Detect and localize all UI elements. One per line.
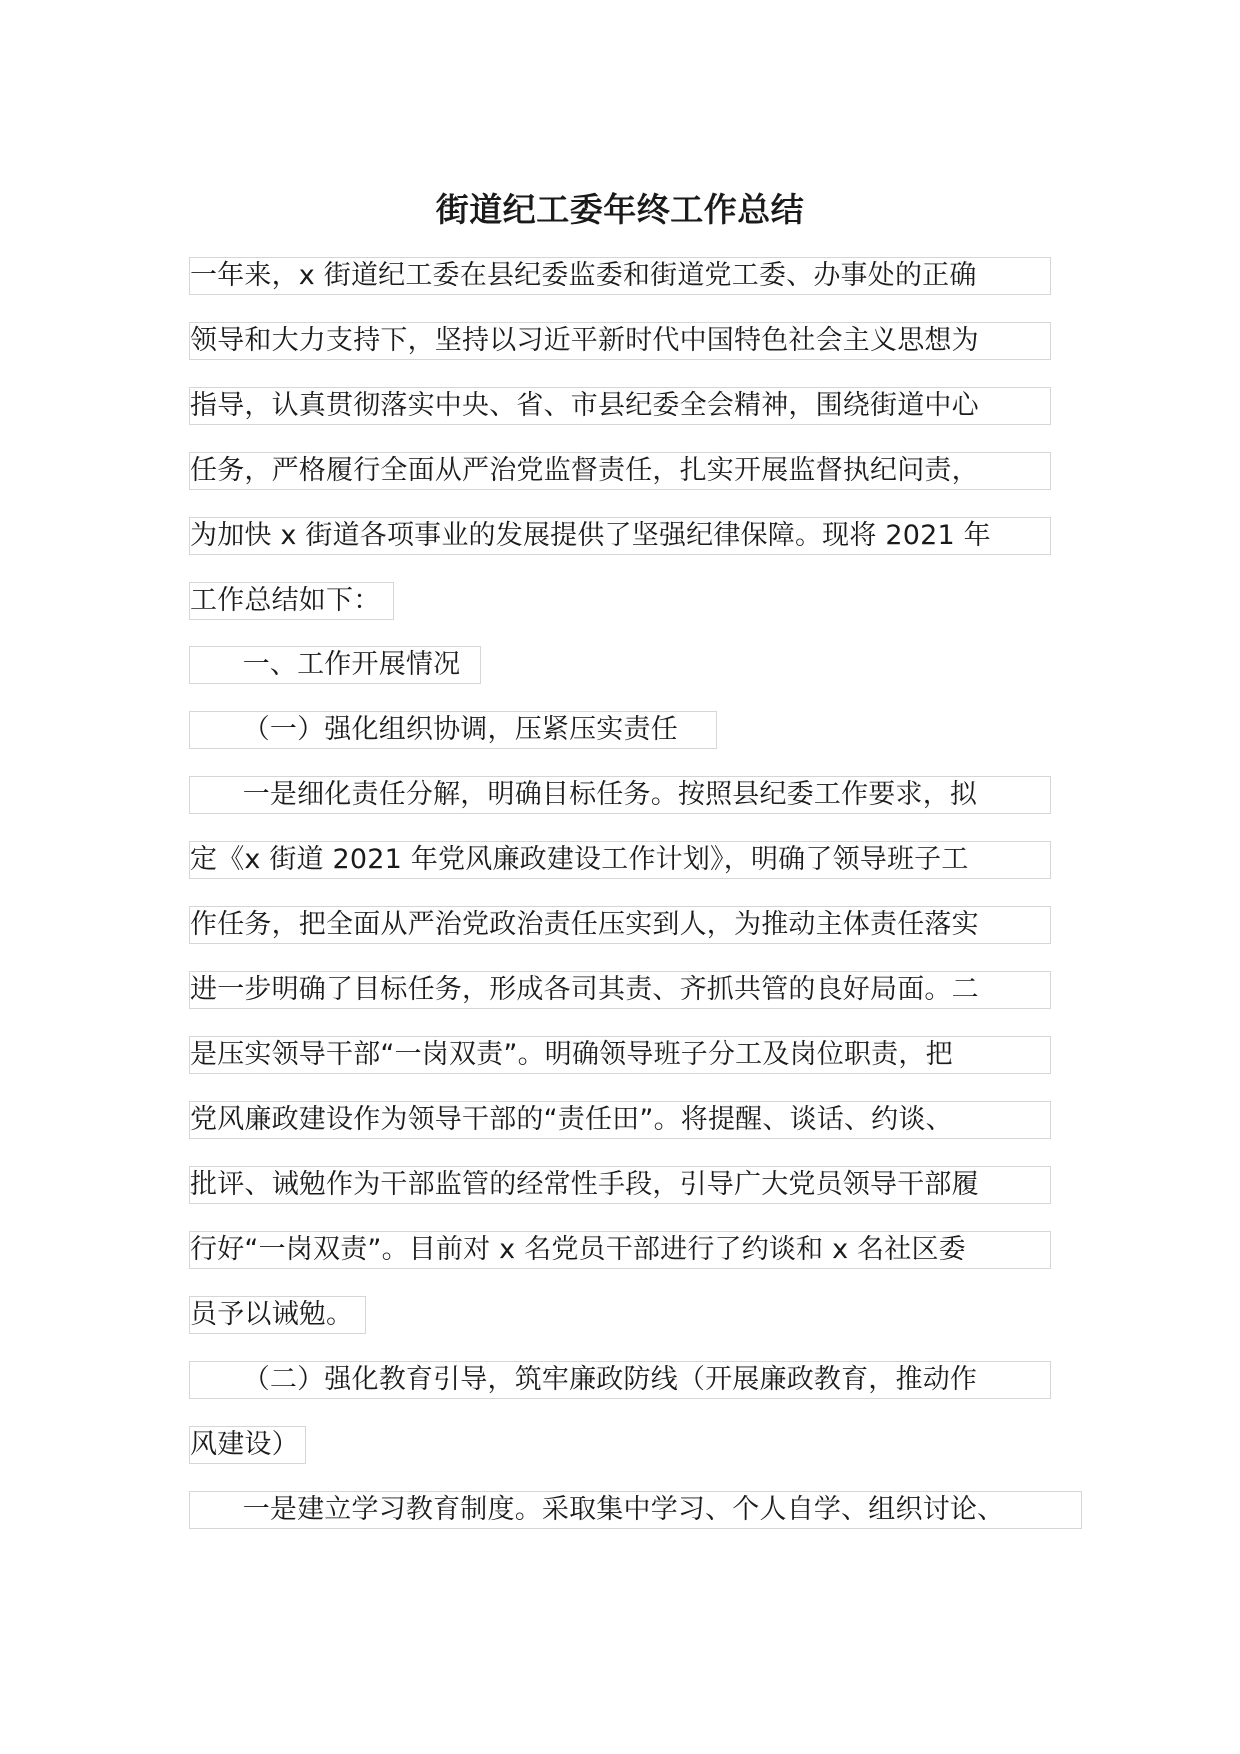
paragraph-line: 指导，认真贯彻落实中央、省、市县纪委全会精神，围绕街道中心 (189, 387, 1051, 425)
paragraph-line: 批评、诫勉作为干部监管的经常性手段，引导广大党员领导干部履 (189, 1166, 1051, 1204)
paragraph-line: 员予以诫勉。 (189, 1296, 366, 1334)
paragraph-line: 一是建立学习教育制度。采取集中学习、个人自学、组织讨论、 (189, 1491, 1082, 1529)
subsection-heading: （二）强化教育引导，筑牢廉政防线（开展廉政教育，推动作 (189, 1361, 1051, 1399)
paragraph-line: 一是细化责任分解，明确目标任务。按照县纪委工作要求，拟 (189, 776, 1051, 814)
paragraph-line: 为加快 x 街道各项事业的发展提供了坚强纪律保障。现将 2021 年 (189, 517, 1051, 555)
subsection-heading-continued: 风建设） (189, 1426, 306, 1464)
paragraph-line: 行好“一岗双责”。目前对 x 名党员干部进行了约谈和 x 名社区委 (189, 1231, 1051, 1269)
paragraph-line: 任务，严格履行全面从严治党监督责任，扎实开展监督执纪问责， (189, 452, 1051, 490)
paragraph-line: 领导和大力支持下，坚持以习近平新时代中国特色社会主义思想为 (189, 322, 1051, 360)
paragraph-line: 是压实领导干部“一岗双责”。明确领导班子分工及岗位职责，把 (189, 1036, 1051, 1074)
document-title: 街道纪工委年终工作总结 (435, 190, 805, 229)
paragraph-line: 一年来，x 街道纪工委在县纪委监委和街道党工委、办事处的正确 (189, 257, 1051, 295)
section-heading: 一、工作开展情况 (189, 646, 481, 684)
paragraph-line: 定《x 街道 2021 年党风廉政建设工作计划》，明确了领导班子工 (189, 841, 1051, 879)
subsection-heading: （一）强化组织协调，压紧压实责任 (189, 711, 717, 749)
paragraph-line: 党风廉政建设作为领导干部的“责任田”。将提醒、谈话、约谈、 (189, 1101, 1051, 1139)
paragraph-line: 工作总结如下： (189, 582, 394, 620)
paragraph-line: 作任务，把全面从严治党政治责任压实到人，为推动主体责任落实 (189, 906, 1051, 944)
paragraph-line: 进一步明确了目标任务，形成各司其责、齐抓共管的良好局面。二 (189, 971, 1051, 1009)
